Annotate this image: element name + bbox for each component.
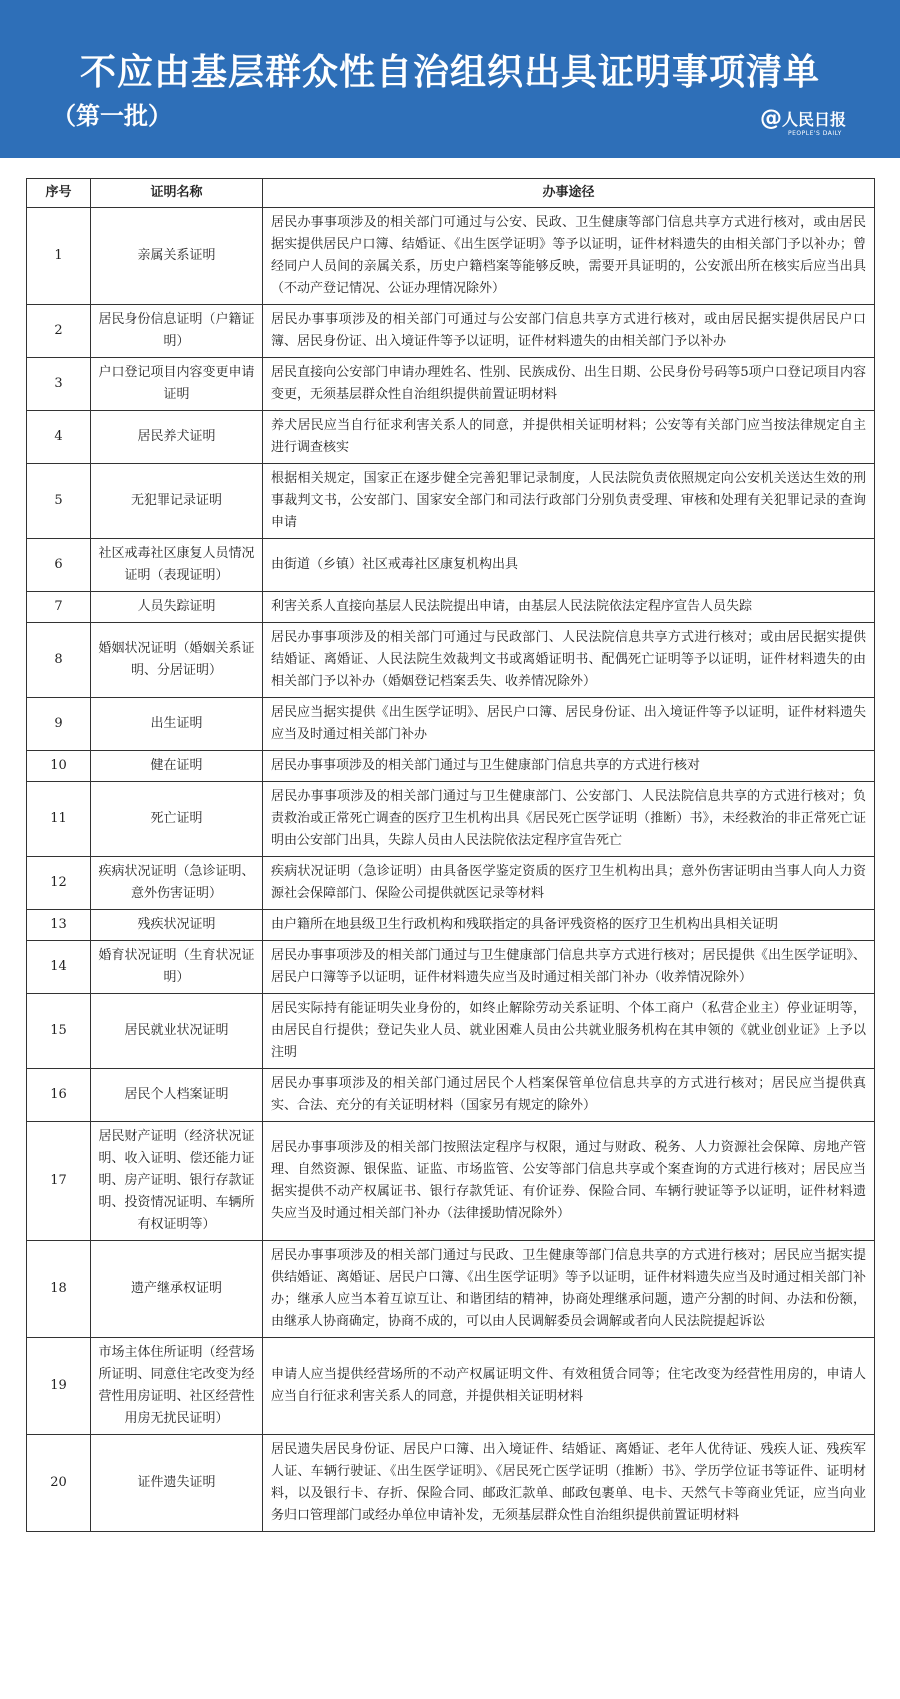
handling-method: 居民办事事项涉及的相关部门按照法定程序与权限，通过与财政、税务、人力资源社会保障、房地产管理、自然资源、银保监、证监、市场监管、公安等部门信息共享或个案查询的方式进行核对；居民应当据实提供不动产权属证书、银行存款凭证、有价证券、保险合同、车辆行驶证等予以证明，证件材料遗失应当及时通过相关部门补办（法律援助情况除外） — [263, 1122, 875, 1241]
table-row — [27, 539, 875, 592]
row-number: 14 — [27, 941, 91, 994]
header-banner — [0, 0, 900, 158]
table-body — [27, 208, 875, 1532]
certificate-name: 死亡证明 — [91, 782, 263, 857]
row-number: 11 — [27, 782, 91, 857]
table-row — [27, 358, 875, 411]
table-row — [27, 941, 875, 994]
row-number: 13 — [27, 910, 91, 941]
row-number: 16 — [27, 1069, 91, 1122]
certificate-name: 亲属关系证明 — [91, 208, 263, 305]
table-row — [27, 782, 875, 857]
certificate-name: 遗产继承权证明 — [91, 1241, 263, 1338]
row-number: 1 — [27, 208, 91, 305]
table-row — [27, 698, 875, 751]
certificate-name: 残疾状况证明 — [91, 910, 263, 941]
handling-method: 居民办事事项涉及的相关部门通过与卫生健康部门、公安部门、人民法院信息共享的方式进行核对；负责救治或正常死亡调查的医疗卫生机构出具《居民死亡医学证明（推断）书》，未经救治的非正常死亡证明由公安部门出具，失踪人员由人民法院依法定程序宣告死亡 — [263, 782, 875, 857]
certificate-name: 疾病状况证明（急诊证明、意外伤害证明） — [91, 857, 263, 910]
handling-method: 由街道（乡镇）社区戒毒社区康复机构出具 — [263, 539, 875, 592]
row-number: 10 — [27, 751, 91, 782]
table-row — [27, 592, 875, 623]
certificate-name: 婚育状况证明（生育状况证明） — [91, 941, 263, 994]
header-no: 序号 — [27, 179, 91, 208]
header-way: 办事途径 — [263, 179, 875, 208]
handling-method: 居民应当据实提供《出生医学证明》、居民户口簿、居民身份证、出入境证件等予以证明，证件材料遗失应当及时通过相关部门补办 — [263, 698, 875, 751]
row-number: 2 — [27, 305, 91, 358]
certificate-name: 居民身份信息证明（户籍证明） — [91, 305, 263, 358]
table-row — [27, 1122, 875, 1241]
table-row — [27, 623, 875, 698]
table-row — [27, 208, 875, 305]
certificate-name: 人员失踪证明 — [91, 592, 263, 623]
certificate-list-table — [26, 178, 875, 1532]
row-number: 3 — [27, 358, 91, 411]
people-daily-logo — [760, 106, 847, 137]
handling-method: 居民办事事项涉及的相关部门可通过与民政部门、人民法院信息共享方式进行核对；或由居民据实提供结婚证、离婚证、人民法院生效裁判文书或离婚证明书、配偶死亡证明等予以证明，证件材料遗失的由相关部门予以补办（婚姻登记档案丢失、收养情况除外） — [263, 623, 875, 698]
table-row — [27, 1241, 875, 1338]
certificate-name: 出生证明 — [91, 698, 263, 751]
handling-method: 居民直接向公安部门申请办理姓名、性别、民族成份、出生日期、公民身份号码等5项户口登记项目内容变更，无须基层群众性自治组织提供前置证明材料 — [263, 358, 875, 411]
certificate-name: 居民个人档案证明 — [91, 1069, 263, 1122]
table-row — [27, 857, 875, 910]
handling-method: 养犬居民应当自行征求利害关系人的同意，并提供相关证明材料；公安等有关部门应当按法律规定自主进行调查核实 — [263, 411, 875, 464]
handling-method: 居民实际持有能证明失业身份的，如终止解除劳动关系证明、个体工商户（私营企业主）停业证明等，由居民自行提供；登记失业人员、就业困难人员由公共就业服务机构在其申领的《就业创业证》上予以注明 — [263, 994, 875, 1069]
handling-method: 根据相关规定，国家正在逐步健全完善犯罪记录制度，人民法院负责依照规定向公安机关送达生效的刑事裁判文书，公安部门、国家安全部门和司法行政部门分别负责受理、审核和处理有关犯罪记录的查询申请 — [263, 464, 875, 539]
at-sign-icon: @ — [760, 106, 782, 131]
table-row — [27, 1435, 875, 1532]
handling-method: 申请人应当提供经营场所的不动产权属证明文件、有效租赁合同等；住宅改变为经营性用房的，申请人应当自行征求利害关系人的同意，并提供相关证明材料 — [263, 1338, 875, 1435]
certificate-name: 居民就业状况证明 — [91, 994, 263, 1069]
table-row — [27, 305, 875, 358]
table-row — [27, 751, 875, 782]
table-row — [27, 1338, 875, 1435]
certificate-name: 证件遗失证明 — [91, 1435, 263, 1532]
certificate-name: 婚姻状况证明（婚姻关系证明、分居证明） — [91, 623, 263, 698]
table-row — [27, 910, 875, 941]
row-number: 9 — [27, 698, 91, 751]
handling-method: 居民办事事项涉及的相关部门通过与卫生健康部门信息共享方式进行核对；居民提供《出生医学证明》、居民户口簿等予以证明，证件材料遗失应当及时通过相关部门补办（收养情况除外） — [263, 941, 875, 994]
handling-method: 利害关系人直接向基层人民法院提出申请，由基层人民法院依法定程序宣告人员失踪 — [263, 592, 875, 623]
handling-method: 居民办事事项涉及的相关部门通过与民政、卫生健康等部门信息共享的方式进行核对；居民应当据实提供结婚证、离婚证、居民户口簿、《出生医学证明》等予以证明，证件材料遗失应当及时通过相关部门补办；继承人应当本着互谅互让、和谐团结的精神，协商处理继承问题，遗产分割的时间、办法和份额，由继承人协商确定，协商不成的，可以由人民调解委员会调解或者向人民法院提起诉讼 — [263, 1241, 875, 1338]
header-name: 证明名称 — [91, 179, 263, 208]
handling-method: 居民办事事项涉及的相关部门可通过与公安部门信息共享方式进行核对，或由居民据实提供居民户口簿、居民身份证、出入境证件等予以证明，证件材料遗失的由相关部门予以补办 — [263, 305, 875, 358]
table-row — [27, 464, 875, 539]
table-row — [27, 411, 875, 464]
row-number: 15 — [27, 994, 91, 1069]
row-number: 6 — [27, 539, 91, 592]
page-title: 不应由基层群众性自治组织出具证明事项清单 — [79, 52, 820, 93]
handling-method: 居民办事事项涉及的相关部门通过与卫生健康部门信息共享的方式进行核对 — [263, 751, 875, 782]
logo-english: PEOPLE'S DAILY — [788, 130, 842, 137]
row-number: 8 — [27, 623, 91, 698]
row-number: 17 — [27, 1122, 91, 1241]
certificate-name: 社区戒毒社区康复人员情况证明（表现证明） — [91, 539, 263, 592]
row-number: 4 — [27, 411, 91, 464]
table-row — [27, 1069, 875, 1122]
handling-method: 居民办事事项涉及的相关部门通过居民个人档案保管单位信息共享的方式进行核对；居民应当提供真实、合法、充分的有关证明材料（国家另有规定的除外） — [263, 1069, 875, 1122]
certificate-name: 无犯罪记录证明 — [91, 464, 263, 539]
certificate-name: 居民财产证明（经济状况证明、收入证明、偿还能力证明、房产证明、银行存款证明、投资情况证明、车辆所有权证明等） — [91, 1122, 263, 1241]
row-number: 20 — [27, 1435, 91, 1532]
table-header-row — [27, 179, 875, 208]
certificate-name: 户口登记项目内容变更申请证明 — [91, 358, 263, 411]
handling-method: 疾病状况证明（急诊证明）由具备医学鉴定资质的医疗卫生机构出具；意外伤害证明由当事人向人力资源社会保障部门、保险公司提供就医记录等材料 — [263, 857, 875, 910]
row-number: 19 — [27, 1338, 91, 1435]
logo-name: 人民日报 — [782, 110, 847, 129]
certificate-name: 健在证明 — [91, 751, 263, 782]
handling-method: 居民办事事项涉及的相关部门可通过与公安、民政、卫生健康等部门信息共享方式进行核对，或由居民据实提供居民户口簿、结婚证、《出生医学证明》等予以证明，证件材料遗失的由相关部门予以补办；曾经同户人员间的亲属关系，历史户籍档案等能够反映，需要开具证明的，公安派出所在核实后应当出具（不动产登记情况、公证办理情况除外） — [263, 208, 875, 305]
handling-method: 居民遗失居民身份证、居民户口簿、出入境证件、结婚证、离婚证、老年人优待证、残疾人证、残疾军人证、车辆行驶证、《出生医学证明》、《居民死亡医学证明（推断）书》、学历学位证书等证件、证明材料，以及银行卡、存折、保险合同、邮政汇款单、邮政包裹单、电卡、天然气卡等商业凭证，应当向业务归口管理部门或经办单位申请补发，无须基层群众性自治组织提供前置证明材料 — [263, 1435, 875, 1532]
row-number: 18 — [27, 1241, 91, 1338]
table-row — [27, 994, 875, 1069]
certificate-name: 居民养犬证明 — [91, 411, 263, 464]
certificate-name: 市场主体住所证明（经营场所证明、同意住宅改变为经营性用房证明、社区经营性用房无扰民证明） — [91, 1338, 263, 1435]
row-number: 5 — [27, 464, 91, 539]
row-number: 7 — [27, 592, 91, 623]
page-subtitle: （第一批） — [52, 102, 172, 130]
handling-method: 由户籍所在地县级卫生行政机构和残联指定的具备评残资格的医疗卫生机构出具相关证明 — [263, 910, 875, 941]
row-number: 12 — [27, 857, 91, 910]
